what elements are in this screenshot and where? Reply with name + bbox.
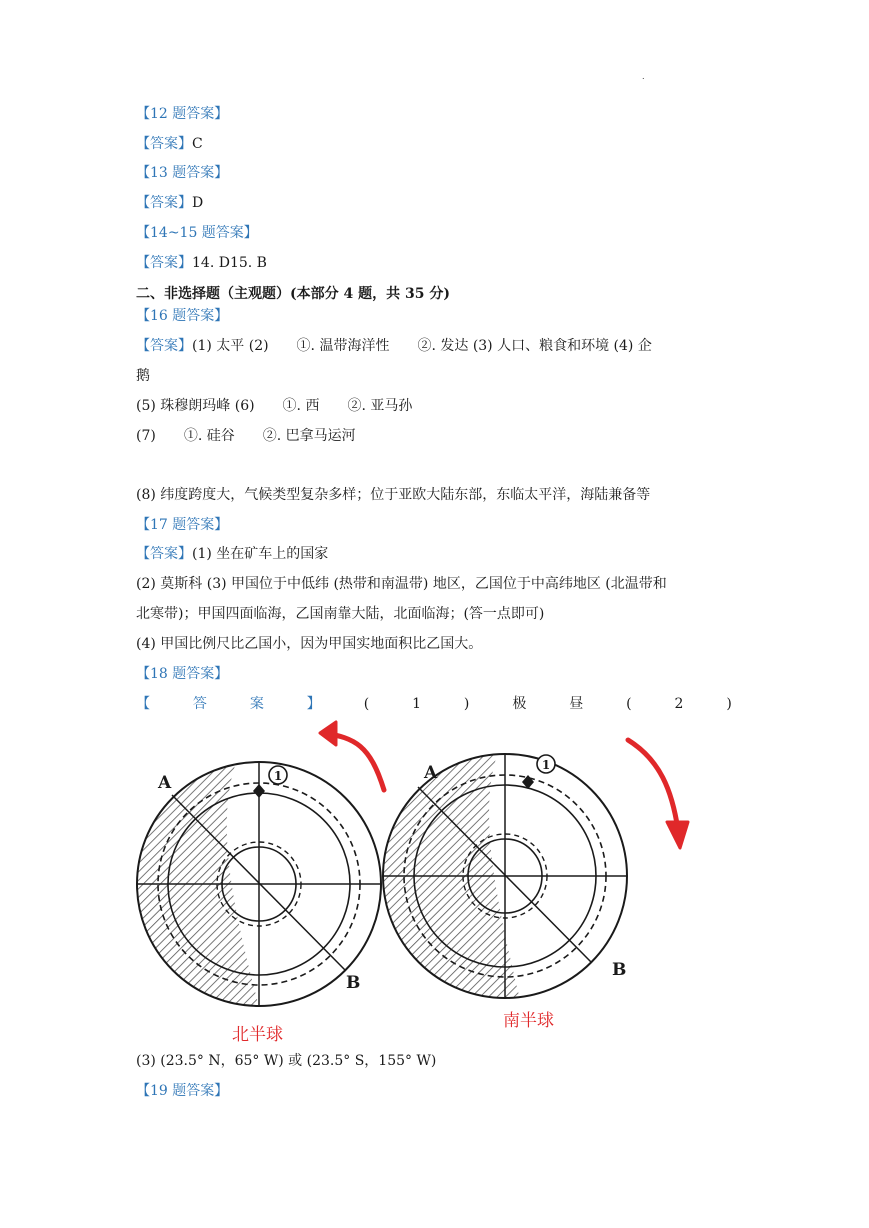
answer-label: 【答案】 [136, 136, 192, 152]
spread-char: 1 [412, 696, 421, 712]
q18-answer-line3: (3) (23.5° N，65° W) 或 (23.5° S，155° W) [136, 1053, 437, 1069]
q14-header: 【14~15 题答案】 [136, 225, 258, 241]
label-a-south: A [424, 763, 438, 783]
spread-char: 】 [306, 696, 321, 712]
caption-south: 南半球 [503, 1011, 554, 1031]
night-shade-south [370, 700, 530, 1040]
arrow-clockwise-icon [628, 740, 678, 830]
q19-header: 【19 题答案】 [136, 1083, 229, 1099]
q17-answer-line2: (2) 莫斯科 (3) 甲国位于中低纬 (热带和南温带) 地区，乙国位于中高纬地区 (北温带和 [136, 576, 667, 592]
answer-label: 【答案】 [136, 546, 192, 562]
spread-char: 2 [674, 696, 684, 712]
south-hemisphere-diagram [370, 700, 688, 1040]
q17-answer-line4: (4) 甲国比例尺比乙国小，因为甲国实地面积比乙国大。 [136, 636, 483, 652]
answer-value: D [192, 195, 204, 211]
q16-answer-line4: (7) ①. 硅谷 ②. 巴拿马运河 [136, 428, 356, 444]
q16-answer-line2: 鹅 [136, 368, 150, 384]
section-title: 二、非选择题（主观题）(本部分 4 题，共 35 分) [136, 286, 450, 302]
q17-header: 【17 题答案】 [136, 517, 229, 533]
answer-label: 【答案】 [136, 338, 192, 354]
svg-text:1: 1 [541, 758, 551, 772]
marker-diamond-north [253, 784, 265, 798]
spread-char: ( [626, 696, 632, 712]
spread-char: ( [363, 696, 370, 712]
q18-header: 【18 题答案】 [136, 666, 229, 682]
caption-north: 北半球 [232, 1025, 283, 1045]
q17-answer-line3: 北寒带)；甲国四面临海，乙国南靠大陆，北面临海；(答一点即可) [136, 606, 545, 622]
answer-text: (1) 太平 (2) ①. 温带海洋性 ②. 发达 (3) 人口、粮食和环境 (4) 企 [192, 338, 652, 354]
label-b-north: B [346, 973, 361, 993]
answer-value: C [192, 136, 203, 152]
north-hemisphere-diagram [120, 700, 384, 1040]
label-b-south: B [612, 960, 627, 980]
spread-char: 案 [249, 696, 264, 712]
answer-label: 【答案】 [136, 255, 192, 271]
q16-header: 【16 题答案】 [136, 308, 229, 324]
spread-char: 极 [512, 696, 527, 712]
answer-label: 【答案】 [136, 195, 192, 211]
label-a-north: A [158, 773, 172, 793]
q13-header: 【13 题答案】 [136, 165, 229, 181]
q12-header: 【12 题答案】 [136, 106, 229, 122]
svg-text:1: 1 [273, 769, 283, 783]
q16-answer-line5: (8) 纬度跨度大，气候类型复杂多样；位于亚欧大陆东部，东临太平洋，海陆兼备等 [136, 487, 651, 503]
spread-char: ) [463, 696, 470, 712]
q16-answer-line3: (5) 珠穆朗玛峰 (6) ①. 西 ②. 亚马孙 [136, 398, 413, 414]
spread-char: 答 [192, 696, 207, 712]
spread-char: 昼 [569, 696, 584, 712]
spread-char: 【 [136, 696, 150, 712]
page-mark: . [642, 72, 645, 81]
spread-char: ) [726, 696, 732, 712]
answer-value: 14. D15. B [192, 255, 267, 271]
answer-text: (1) 坐在矿车上的国家 [192, 546, 329, 562]
